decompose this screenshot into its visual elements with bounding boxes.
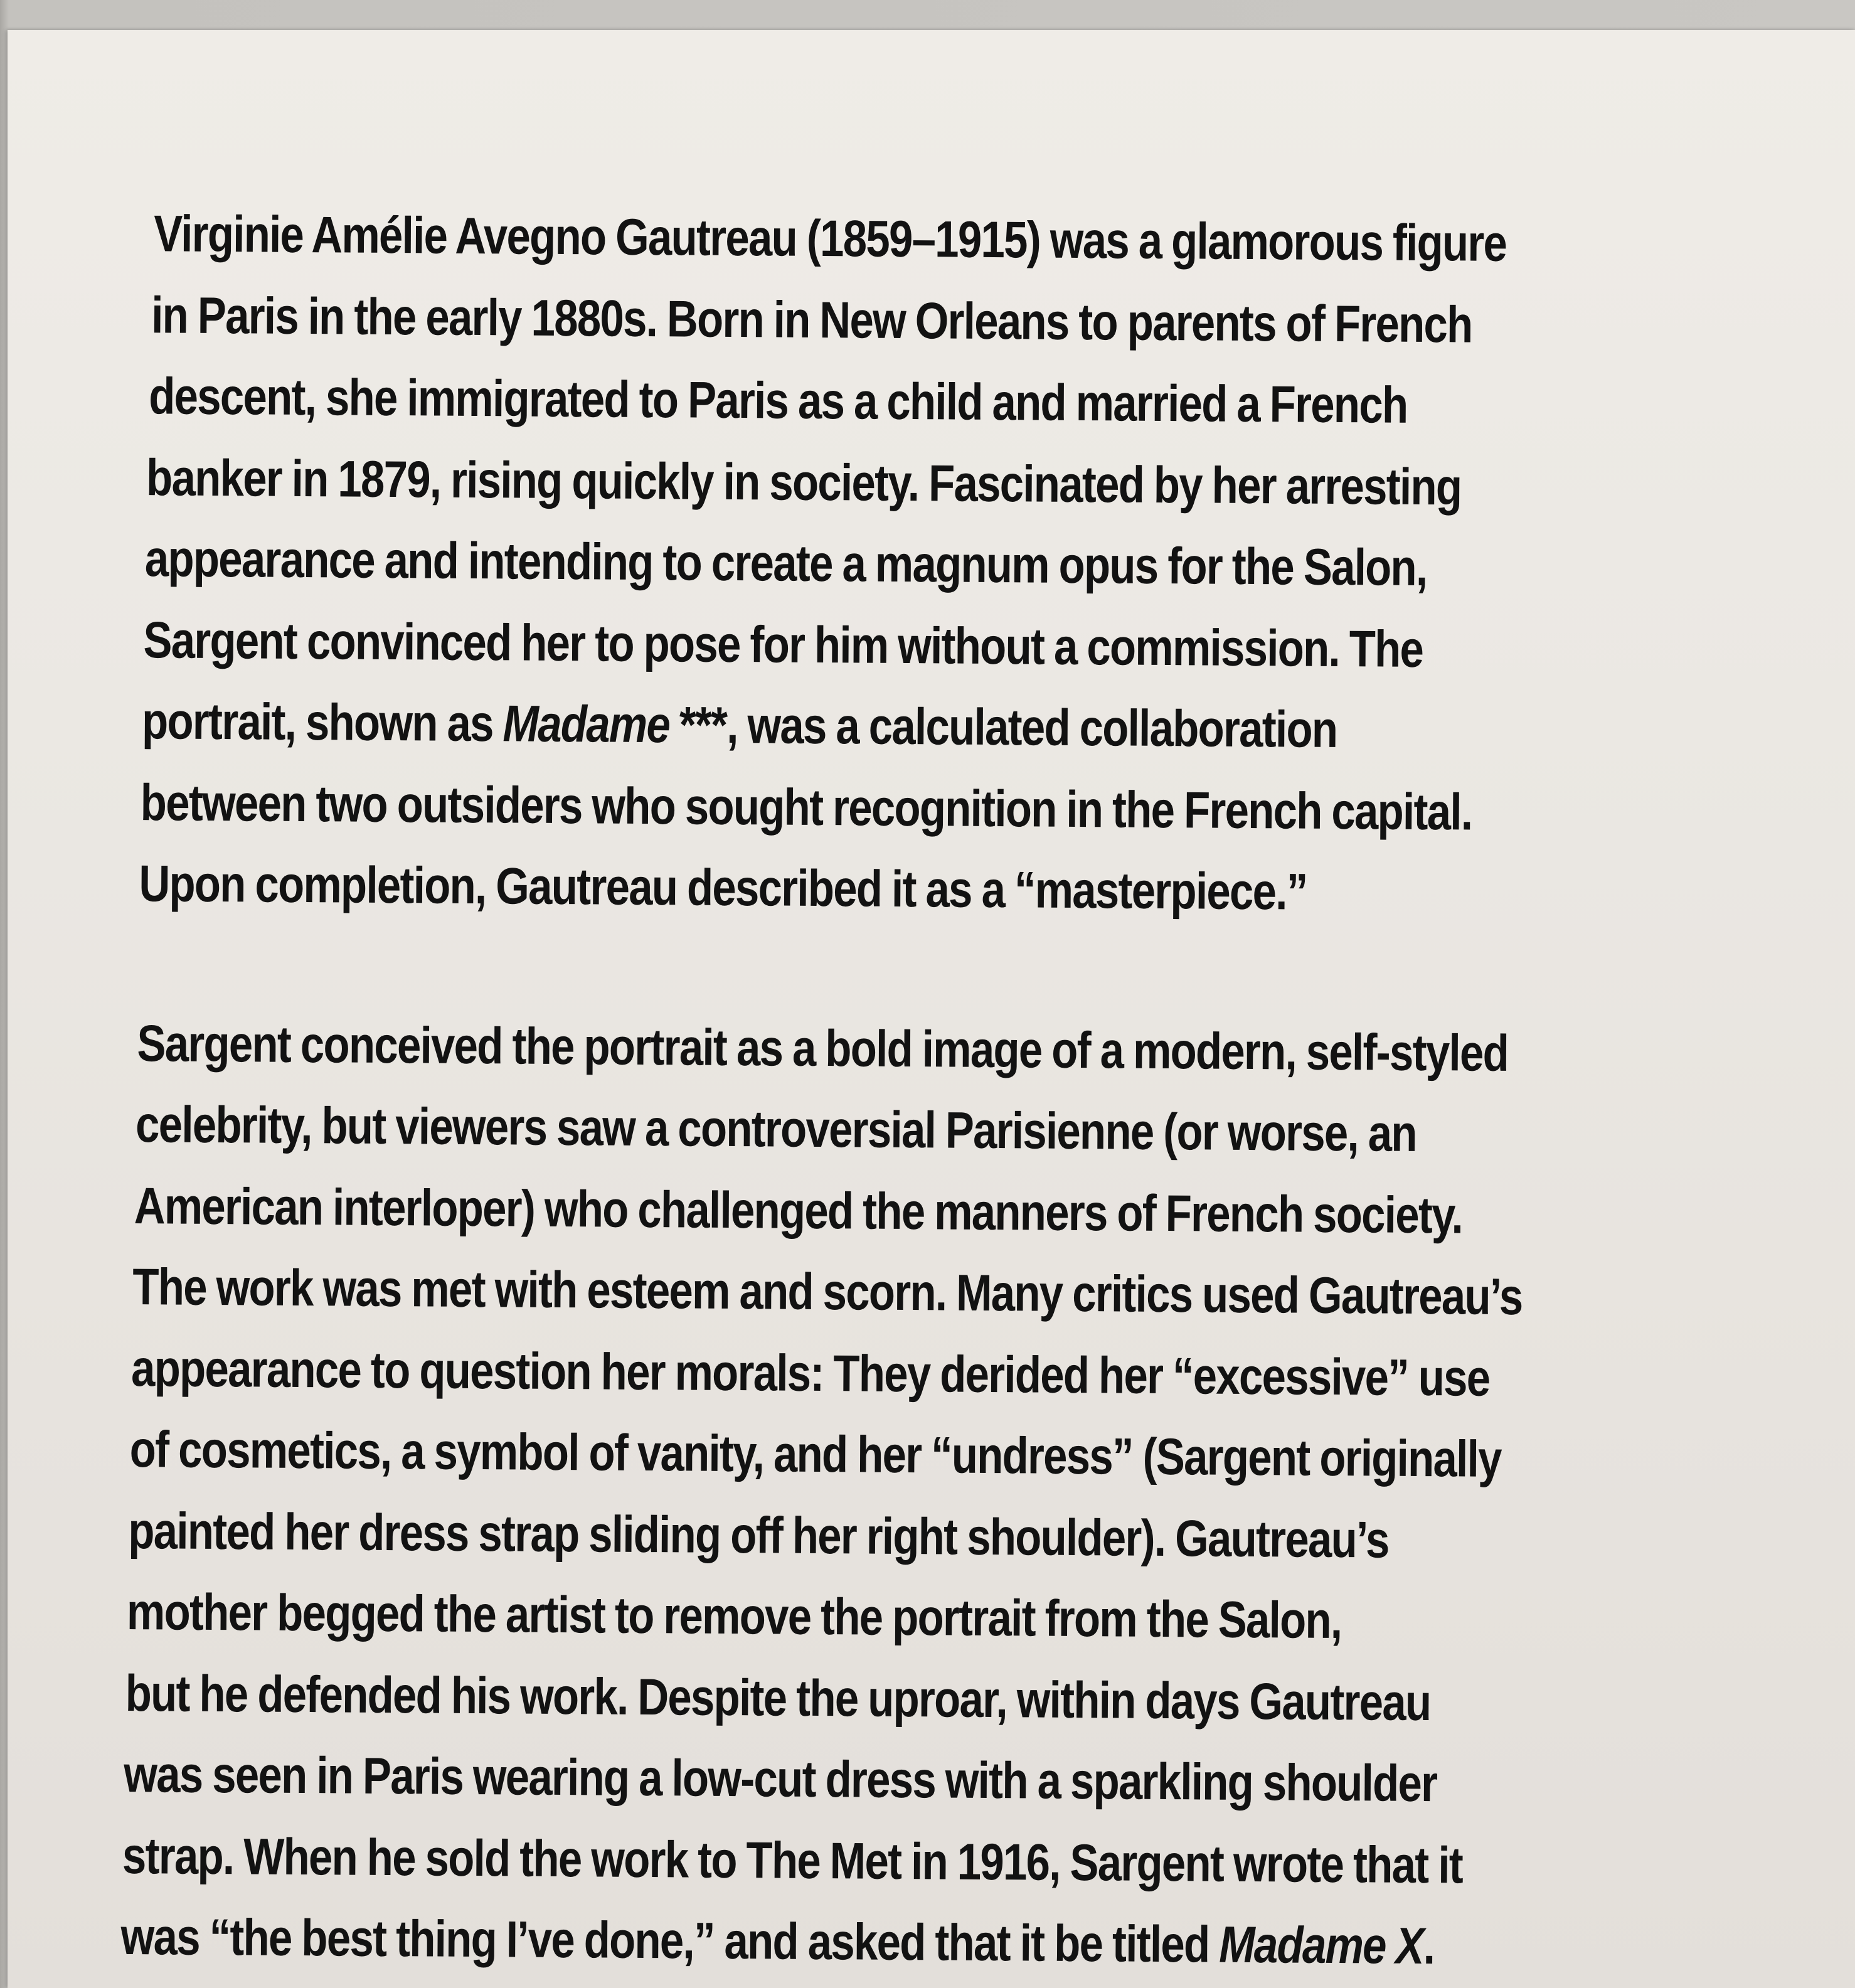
text-line: Virginie Amélie Avegno Gautreau (1859–1915) was a glamorous figure [154,205,1507,272]
text-line: Sargent convinced her to pose for him without a commission. The [143,611,1423,678]
text-line: of cosmetics, a symbol of vanity, and her “undress” (Sargent originally [129,1421,1501,1488]
museum-wall-label [8,30,1855,1988]
text-line: celebrity, but viewers saw a controversial Parisienne (or worse, an [135,1096,1416,1162]
text-line: Sargent conceived the portrait as a bold image of a modern, self-styled [137,1014,1509,1082]
text-line: in Paris in the early 1880s. Born in New Orleans to parents of French [151,286,1472,354]
artwork-title-italic: Madame X [1219,1916,1424,1975]
text-line: mother begged the artist to remove the portrait from the Salon, [126,1583,1342,1650]
label-text-block [120,193,1523,1987]
artwork-title-italic: Madame [502,695,670,754]
text-line: The work was met with esteem and scorn. Many critics used Gautreau’s [132,1258,1523,1326]
paragraph-2 [120,1002,1523,1987]
text-line: strap. When he sold the work to The Met in 1916, Sargent wrote that it [122,1827,1463,1894]
text-line: between two outsiders who sought recognition in the French capital. [140,773,1472,841]
text-line: but he defended his work. Despite the uproar, within days Gautreau [125,1664,1431,1731]
text-line: descent, she immigrated to Paris as a child and married a French [148,368,1408,434]
text-line: was seen in Paris wearing a low-cut dress with a sparkling shoulder [124,1745,1437,1813]
text-line: appearance and intending to create a magnum opus for the Salon, [144,530,1427,597]
text-line: portrait, shown as Madame ***, was a calculated collaboration [141,693,1337,758]
text-line: Upon completion, Gautreau described it as a “masterpiece.” [139,855,1307,921]
text-line: was “the best thing I’ve done,” and asked that it be titled Madame X. [120,1908,1435,1975]
text-line: American interloper) who challenged the manners of French society. [134,1177,1463,1244]
paragraph-1 [129,193,1514,934]
text-line: banker in 1879, rising quickly in society. Fascinated by her arresting [146,449,1462,516]
text-line: appearance to question her morals: They derided her “excessive” use [130,1339,1490,1407]
text-line: painted her dress strap sliding off her right shoulder). Gautreau’s [128,1502,1389,1569]
